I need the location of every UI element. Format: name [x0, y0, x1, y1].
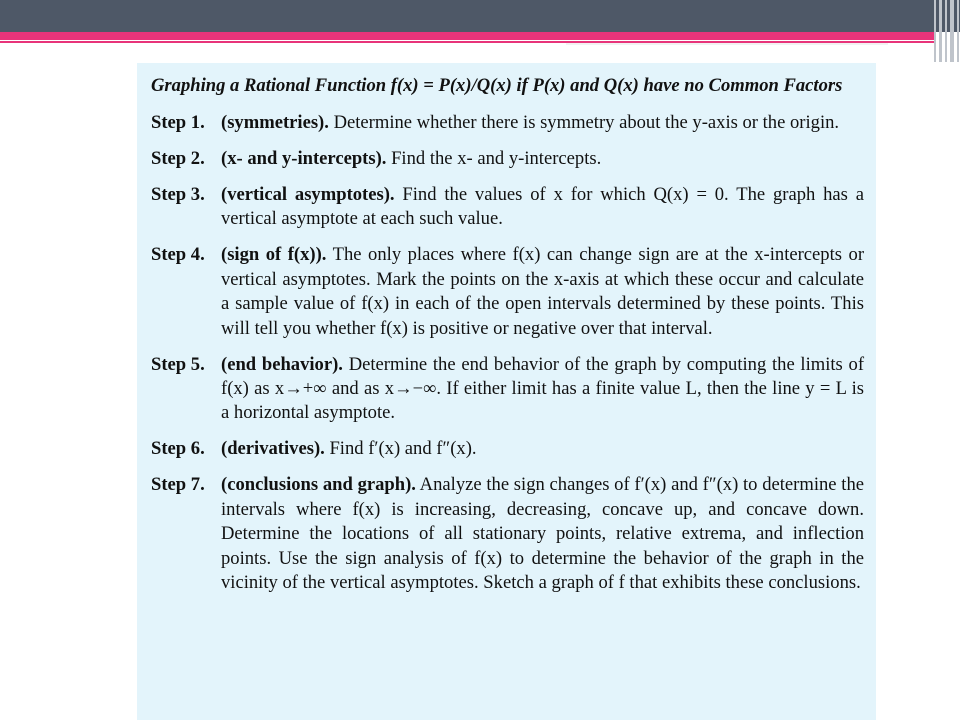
step-title: (vertical asymptotes). — [221, 184, 395, 205]
step-body — [221, 111, 864, 135]
step-5 — [151, 353, 864, 426]
decorative-vertical-lines — [930, 0, 960, 62]
step-number: Step 7. — [151, 474, 205, 496]
step-body — [221, 437, 864, 461]
step-text: Analyze the sign changes of f′(x) and f″(x) to determine the intervals where f(x) is increasing, decreasing, concave up, and concave down. Determine the locations of all stationary points, relative extrema, and inflection points. Use the sign analysis of f(x) to determine the behavior of the graph in the vicinity of the vertical asymptotes. Sketch a graph of f that exhibits these conclusions. — [221, 474, 865, 594]
slide-header-band — [0, 0, 960, 32]
step-body — [221, 183, 864, 232]
step-number: Step 2. — [151, 148, 205, 169]
step-body — [221, 473, 864, 595]
step-7 — [151, 473, 864, 595]
step-text: Find the values of x for which Q(x) = 0. The graph has a vertical asymptote at each such value. — [221, 184, 864, 230]
step-1 — [151, 111, 864, 135]
step-title: (derivatives). — [221, 438, 325, 460]
step-text: Determine whether there is symmetry about the y-axis or the origin. — [333, 112, 840, 133]
step-text: Find the x- and y-intercepts. — [391, 148, 602, 169]
step-text: The only places where f(x) can change sign are at the x-intercepts or vertical asymptotes. Mark the points on the x-axis at which these occur and calculate a sample value of f(x) in each of the open intervals determined by these points. This will tell you whether f(x) is positive or negative over that interval. — [221, 244, 865, 339]
header-white-rule — [566, 43, 888, 45]
step-6 — [151, 437, 864, 461]
step-body — [221, 353, 864, 426]
step-body — [221, 147, 864, 171]
header-accent-bar — [0, 32, 935, 40]
step-number: Step 6. — [151, 438, 205, 460]
step-text: Determine the end behavior of the graph by computing the limits of f(x) as x→+∞ and as x→−∞. If either limit has a finite value L, then the line y = L is a horizontal asymptote. — [221, 353, 865, 424]
step-title: (sign of f(x)). — [221, 244, 327, 266]
step-3 — [151, 183, 864, 232]
step-number: Step 1. — [151, 112, 205, 133]
step-number: Step 4. — [151, 244, 205, 266]
step-title: (end behavior). — [221, 353, 343, 375]
step-number: Step 3. — [151, 184, 205, 205]
step-number: Step 5. — [151, 353, 205, 375]
textbook-excerpt-panel — [137, 63, 876, 720]
step-4 — [151, 243, 864, 341]
step-text: Find f′(x) and f″(x). — [329, 438, 477, 460]
step-body — [221, 243, 864, 341]
panel-heading: Graphing a Rational Function f(x) = P(x)/Q(x) if P(x) and Q(x) have no Common Factors — [151, 75, 843, 96]
step-title: (symmetries). — [221, 112, 329, 133]
step-2 — [151, 147, 864, 171]
step-title: (conclusions and graph). — [221, 474, 416, 496]
step-title: (x- and y-intercepts). — [221, 148, 387, 169]
